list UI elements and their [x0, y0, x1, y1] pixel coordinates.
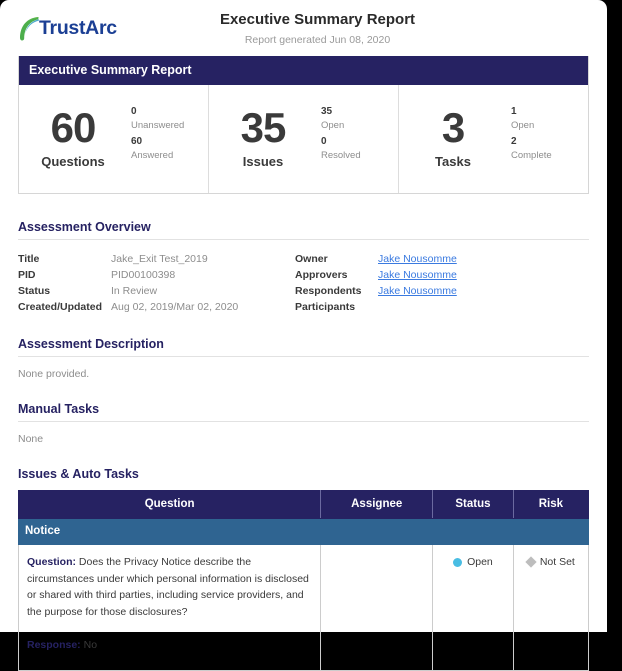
generated-timestamp: Report generated Jun 08, 2020: [244, 34, 391, 46]
stat-value: 60: [50, 104, 96, 151]
overview-key: Approvers: [295, 269, 348, 281]
assessment-overview-section: [18, 220, 589, 315]
owner-link[interactable]: Jake Nousomme: [378, 253, 457, 265]
respondents-link[interactable]: Jake Nousomme: [378, 285, 457, 297]
overview-left-column: [18, 251, 295, 315]
overview-key: Created/Updated: [18, 301, 103, 313]
stat-tasks: [399, 85, 588, 193]
stat-main-questions: [19, 104, 127, 169]
summary-stats-row: [19, 85, 588, 193]
section-heading: Issues & Auto Tasks: [18, 467, 139, 481]
response-text: No: [80, 639, 98, 651]
breakdown-label: Resolved: [321, 150, 361, 161]
overview-right-keys: [295, 251, 378, 315]
breakdown-label: Answered: [131, 150, 174, 161]
breakdown-number: 0: [321, 136, 327, 147]
breakdown-number: 2: [511, 136, 517, 147]
risk-badge: [527, 554, 575, 571]
description-body: None provided.: [18, 368, 90, 380]
header-titles: [0, 10, 607, 48]
overview-key: Status: [18, 285, 51, 297]
overview-key: PID: [18, 269, 36, 281]
overview-key: Respondents: [295, 285, 362, 297]
stat-label: Tasks: [435, 154, 471, 169]
page-title: Executive Summary Report: [219, 11, 416, 28]
overview-key: Title: [18, 253, 40, 265]
breakdown-label: Open: [511, 120, 535, 131]
risk-text: Not Set: [539, 556, 575, 568]
overview-value-status: In Review: [111, 285, 158, 297]
overview-key: Owner: [295, 253, 328, 265]
assessment-description-section: [18, 337, 589, 380]
overview-left-values: [111, 251, 238, 315]
risk-diamond-icon: [525, 557, 536, 568]
breakdown-number: 0: [131, 106, 137, 117]
question-label: Question:: [27, 556, 76, 568]
status-dot-icon: [453, 558, 462, 567]
summary-card-title: Executive Summary Report: [19, 56, 588, 85]
summary-card: [18, 56, 589, 194]
cell-question: [19, 545, 321, 671]
column-header-assignee[interactable]: Assignee: [321, 491, 433, 519]
overview-value-title: Jake_Exit Test_2019: [111, 253, 208, 265]
stat-breakdown-tasks: [507, 105, 552, 171]
stat-breakdown-issues: [317, 105, 361, 171]
group-label-notice: Notice: [19, 519, 589, 545]
cell-risk: [513, 545, 588, 671]
overview-left-keys: [18, 251, 111, 315]
breakdown-number: 1: [511, 106, 517, 117]
breakdown-label: Open: [321, 120, 345, 131]
stat-issues: [209, 85, 399, 193]
overview-value-created-updated: Aug 02, 2019/Mar 02, 2020: [111, 301, 239, 313]
table-row: [19, 545, 589, 671]
overview-value-pid: PID00100398: [111, 269, 176, 281]
issues-table: [18, 490, 589, 671]
breakdown-label: Complete: [511, 150, 552, 161]
stat-label: Questions: [41, 154, 105, 169]
status-badge: [453, 554, 493, 571]
column-header-risk[interactable]: Risk: [513, 491, 588, 519]
column-header-status[interactable]: Status: [433, 491, 514, 519]
participants-value: [378, 299, 457, 315]
issues-auto-tasks-section: [18, 467, 589, 671]
status-text: Open: [467, 556, 493, 568]
section-heading: Manual Tasks: [18, 402, 589, 422]
stat-questions: [19, 85, 209, 193]
overview-right-values: [378, 251, 457, 315]
breakdown-label: Unanswered: [131, 120, 185, 131]
breakdown-number: 60: [131, 136, 143, 147]
question-block: [27, 554, 312, 620]
stat-label: Issues: [242, 154, 284, 169]
cell-assignee: [321, 545, 433, 671]
approvers-link[interactable]: Jake Nousomme: [378, 269, 457, 281]
section-heading: Assessment Overview: [18, 220, 589, 240]
breakdown-number: 35: [321, 106, 333, 117]
overview-grid: [18, 240, 589, 315]
response-label: Response:: [27, 639, 81, 651]
logo-wordmark: TrustArc: [39, 16, 117, 39]
section-heading: Assessment Description: [18, 337, 589, 357]
cell-status: [433, 545, 514, 671]
stat-main-issues: [209, 104, 317, 169]
column-header-question[interactable]: Question: [19, 491, 321, 519]
question-text: Does the Privacy Notice describe the circumstances under which personal information is disclosed or shared with third parties, including service providers, and the purpose for those disclosures?: [27, 556, 309, 618]
issues-table-header-row: [19, 491, 589, 519]
issues-group-row: [19, 519, 589, 545]
manual-tasks-section: [18, 402, 589, 445]
stat-breakdown-questions: [127, 105, 184, 171]
response-block: [27, 637, 312, 654]
manual-tasks-body: None: [18, 433, 44, 445]
overview-right-column: [295, 251, 457, 315]
report-header: [0, 0, 607, 56]
stat-main-tasks: [399, 104, 507, 169]
overview-key: Participants: [295, 301, 356, 313]
stat-value: 35: [240, 104, 286, 151]
stat-value: 3: [441, 104, 465, 151]
